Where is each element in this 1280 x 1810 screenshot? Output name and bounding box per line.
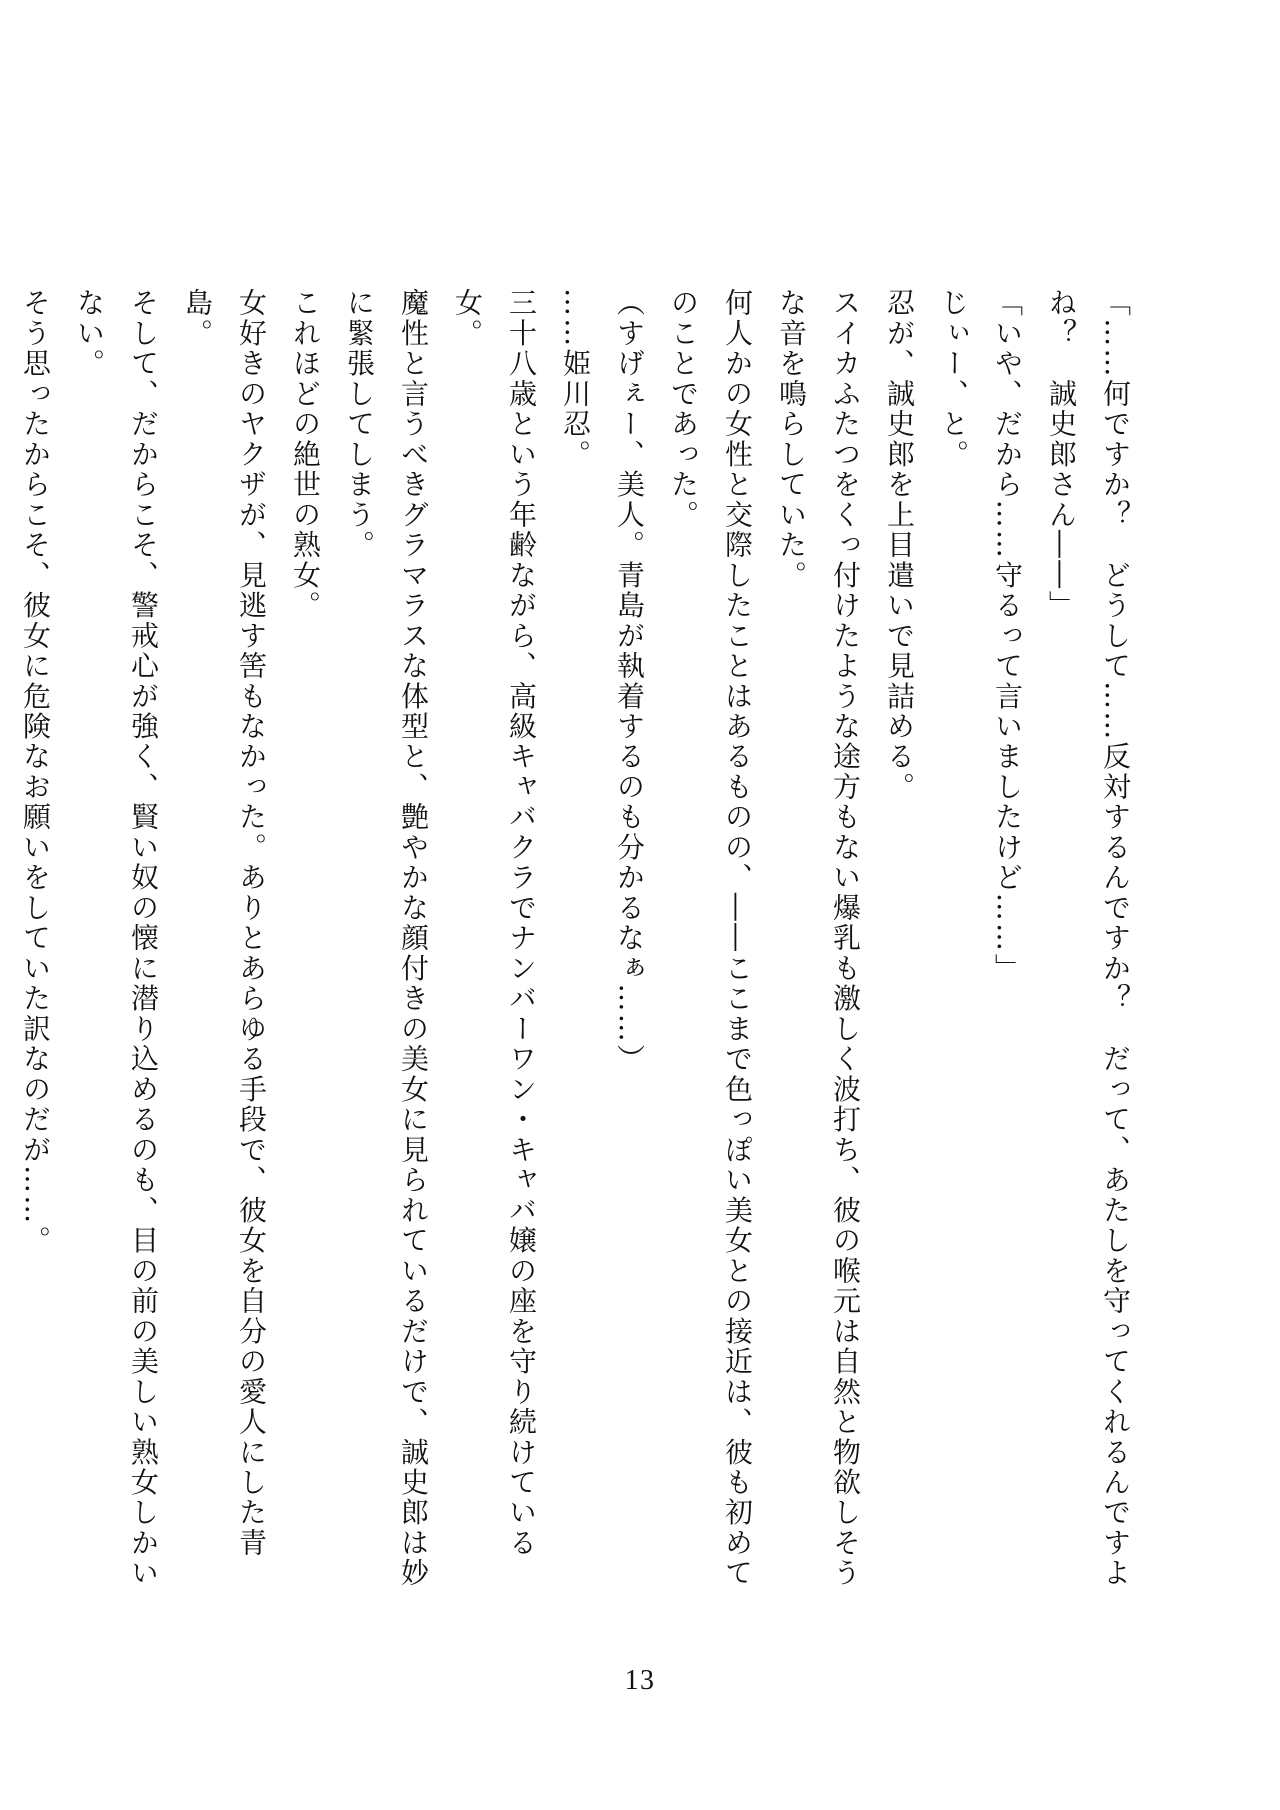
text-line: （すげぇー、美人。青島が執着するのも分かるなぁ……） (613, 288, 646, 1075)
text-line: 「……何ですか？ どうして……反対するんですか？ だって、あたしを守ってくれるんですよね？ 誠史郎さん――」 (1045, 288, 1132, 1589)
text-line: 女好きのヤクザが、見逃す筈もなかった。ありとあらゆる手段で、彼女を自分の愛人にした青島。 (181, 288, 268, 1559)
text-line: 忍が、誠史郎を上目遣いで見詰める。 (883, 288, 916, 803)
text-line: そして、だからこそ、警戒心が強く、賢い奴の懐に潜り込めるのも、目の前の美しい熟女しかいない。 (73, 288, 160, 1589)
text-line: 三十八歳という年齢ながら、高級キャバクラでナンバーワン・キャバ嬢の座を守り続けている女。 (451, 288, 538, 1559)
text-line: じぃー、と。 (937, 288, 970, 470)
text-line: スイカふたつをくっ付けたような途方もない爆乳も激しく波打ち、彼の喉元は自然と物欲しそうな音を鳴らしていた。 (775, 288, 862, 1589)
text-line: そう思ったからこそ、彼女に危険なお願いをしていた訳なのだが……。 (19, 288, 52, 1256)
text-line: 「いや、だから……守るって言いましたけど……」 (991, 288, 1024, 984)
page-number: 13 (624, 1665, 656, 1696)
vertical-text-body (19, 288, 1142, 1608)
text-line: これほどの絶世の熟女。 (289, 288, 322, 621)
text-line: ……姫川忍。 (559, 288, 592, 470)
text-line: 何人かの女性と交際したことはあるものの、――ここまで色っぽい美女との接近は、彼も初めてのことであった。 (667, 288, 754, 1589)
text-line (0, 288, 8, 1608)
text-line: 魔性と言うべきグラマラスな体型と、艶やかな顔付きの美女に見られているだけで、誠史郎は妙に緊張してしまう。 (343, 288, 430, 1589)
